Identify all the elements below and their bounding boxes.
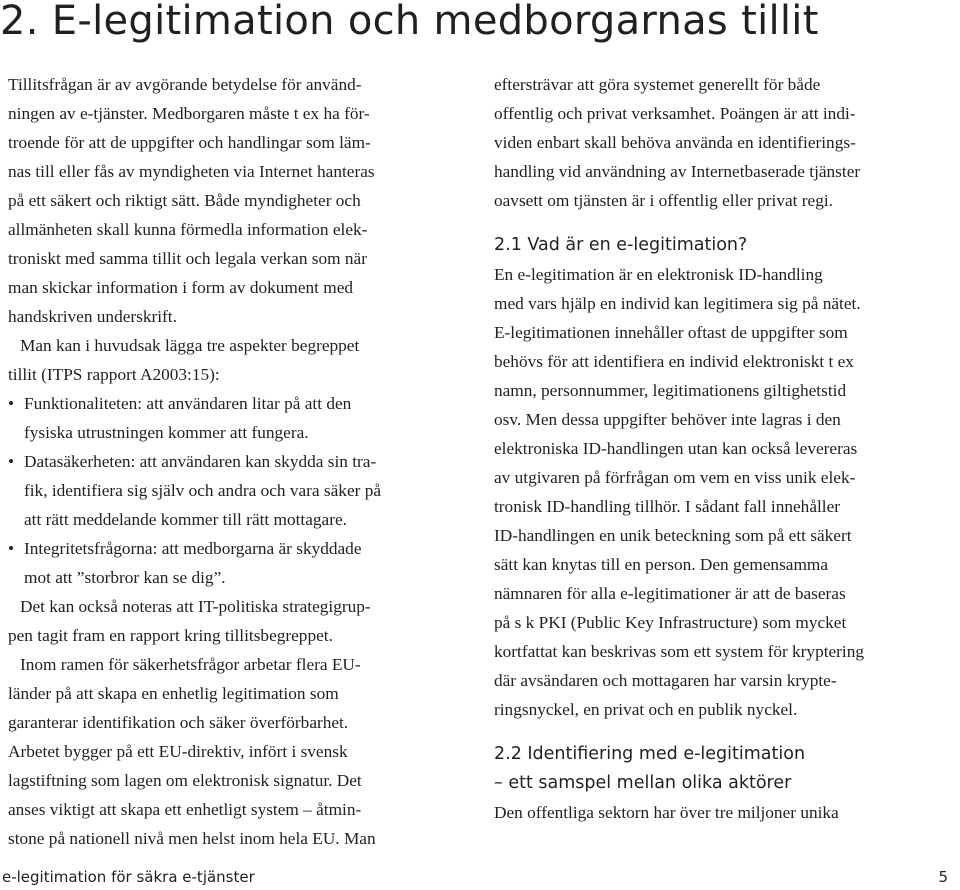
text-line: handskriven underskrift. bbox=[8, 307, 177, 326]
paragraph-start-line: Det kan också noteras att IT-politiska strategigrup- bbox=[20, 597, 371, 616]
text-line: stone på nationell nivå men helst inom hela EU. Man bbox=[8, 829, 376, 848]
text-line: Den offentliga sektorn har över tre miljoner unika bbox=[494, 803, 839, 822]
paragraph-start-line: Inom ramen för säkerhetsfrågor arbetar flera EU- bbox=[20, 655, 361, 674]
text-line: E-legitimationen innehåller oftast de uppgifter som bbox=[494, 323, 848, 342]
text-line: En e-legitimation är en elektronisk ID-handling bbox=[494, 265, 823, 284]
bullet-item-line: • Funktionaliteten: att användaren litar på att den bbox=[8, 389, 470, 418]
page-title: 2. E-legitimation och medborgarnas tillit bbox=[0, 0, 819, 44]
text-line: elektroniska ID-handlingen utan kan också levereras bbox=[494, 439, 858, 458]
section-spacer bbox=[494, 724, 954, 740]
text-line: ningen av e-tjänster. Medborgaren måste t ex ha för- bbox=[8, 104, 370, 123]
text-line: pen tagit fram en rapport kring tillitsbegreppet. bbox=[8, 626, 333, 645]
text-line: nas till eller fås av myndigheten via Internet hanteras bbox=[8, 162, 375, 181]
text-line: av utgivaren på förfrågan om vem en viss unik elek- bbox=[494, 468, 856, 487]
text-line: behövs för att identifiera en individ elektroniskt t ex bbox=[494, 352, 854, 371]
text-line: sätt kan knytas till en person. Den gemensamma bbox=[494, 555, 829, 574]
text-line: med vars hjälp en individ kan legitimera sig på nätet. bbox=[494, 294, 861, 313]
text-line: lagstiftning som lagen om elektronisk signatur. Det bbox=[8, 771, 362, 790]
page-footer bbox=[0, 866, 960, 888]
section-heading: 2.1 Vad är en e-legitimation? bbox=[494, 235, 748, 255]
text-line: på ett säkert och riktigt sätt. Både myndigheter och bbox=[8, 191, 361, 210]
page-number: 5 bbox=[938, 868, 948, 886]
text-line: allmänheten skall kunna förmedla information elek- bbox=[8, 220, 368, 239]
text-line: offentlig och privat verksamhet. Poängen är att indi- bbox=[494, 104, 856, 123]
text-line: tillit (ITPS rapport A2003:15): bbox=[8, 365, 220, 384]
left-column bbox=[8, 70, 470, 853]
text-line: Arbetet bygger på ett EU-direktiv, infört i svensk bbox=[8, 742, 348, 761]
bullet-continuation-line: att rätt meddelande kommer till rätt mottagare. bbox=[24, 510, 347, 529]
text-line: Tillitsfrågan är av avgörande betydelse för använd- bbox=[8, 75, 362, 94]
paragraph-start-line: Man kan i huvudsak lägga tre aspekter begreppet bbox=[20, 336, 360, 355]
bullet-continuation-line: mot att ”storbror kan se dig”. bbox=[24, 568, 226, 587]
text-line: anses viktigt att skapa ett enhetligt system – åtmin- bbox=[8, 800, 362, 819]
text-line: länder på att skapa en enhetlig legitimation som bbox=[8, 684, 339, 703]
text-line: handling vid användning av Internetbaserade tjänster bbox=[494, 162, 861, 181]
text-line: troniskt med samma tillit och legala verkan som när bbox=[8, 249, 367, 268]
bullet-continuation-line: fysiska utrustningen kommer att fungera. bbox=[24, 423, 309, 442]
text-line: osv. Men dessa uppgifter behöver inte lagras i den bbox=[494, 410, 841, 429]
bullet-item-line: • Datasäkerheten: att användaren kan skydda sin tra- bbox=[8, 447, 470, 476]
text-line: ringsnyckel, en privat och en publik nyckel. bbox=[494, 700, 798, 719]
text-line: kortfattat kan beskrivas som ett system för kryptering bbox=[494, 642, 865, 661]
text-line: eftersträvar att göra systemet generellt för både bbox=[494, 75, 821, 94]
text-line: där avsändaren och mottagaren har varsin krypte- bbox=[494, 671, 837, 690]
text-line: namn, personnummer, legitimationens giltighetstid bbox=[494, 381, 847, 400]
text-line: ID-handlingen en unik beteckning som på ett säkert bbox=[494, 526, 852, 545]
bullet-continuation-line: fik, identifiera sig själv och andra och vara säker på bbox=[24, 481, 381, 500]
section-heading: – ett samspel mellan olika aktörer bbox=[494, 773, 792, 793]
text-line: viden enbart skall behöva använda en identifierings- bbox=[494, 133, 856, 152]
bullet-item-line: • Integritetsfrågorna: att medborgarna är skyddade bbox=[8, 534, 470, 563]
text-line: oavsett om tjänsten är i offentlig eller privat regi. bbox=[494, 191, 833, 210]
text-line: nämnaren för alla e-legitimationer är att de baseras bbox=[494, 584, 846, 603]
section-spacer bbox=[494, 215, 954, 231]
text-line: tronisk ID-handling tillhör. I sådant fall innehåller bbox=[494, 497, 841, 516]
text-line: man skickar information i form av dokument med bbox=[8, 278, 354, 297]
text-line: på s k PKI (Public Key Infrastructure) som mycket bbox=[494, 613, 847, 632]
section-heading: 2.2 Identifiering med e-legitimation bbox=[494, 744, 806, 764]
footer-publication-title: e-legitimation för säkra e-tjänster bbox=[2, 868, 255, 886]
text-line: troende för att de uppgifter och handlingar som läm- bbox=[8, 133, 371, 152]
text-line: garanterar identifikation och säker överförbarhet. bbox=[8, 713, 349, 732]
right-column bbox=[494, 70, 954, 827]
